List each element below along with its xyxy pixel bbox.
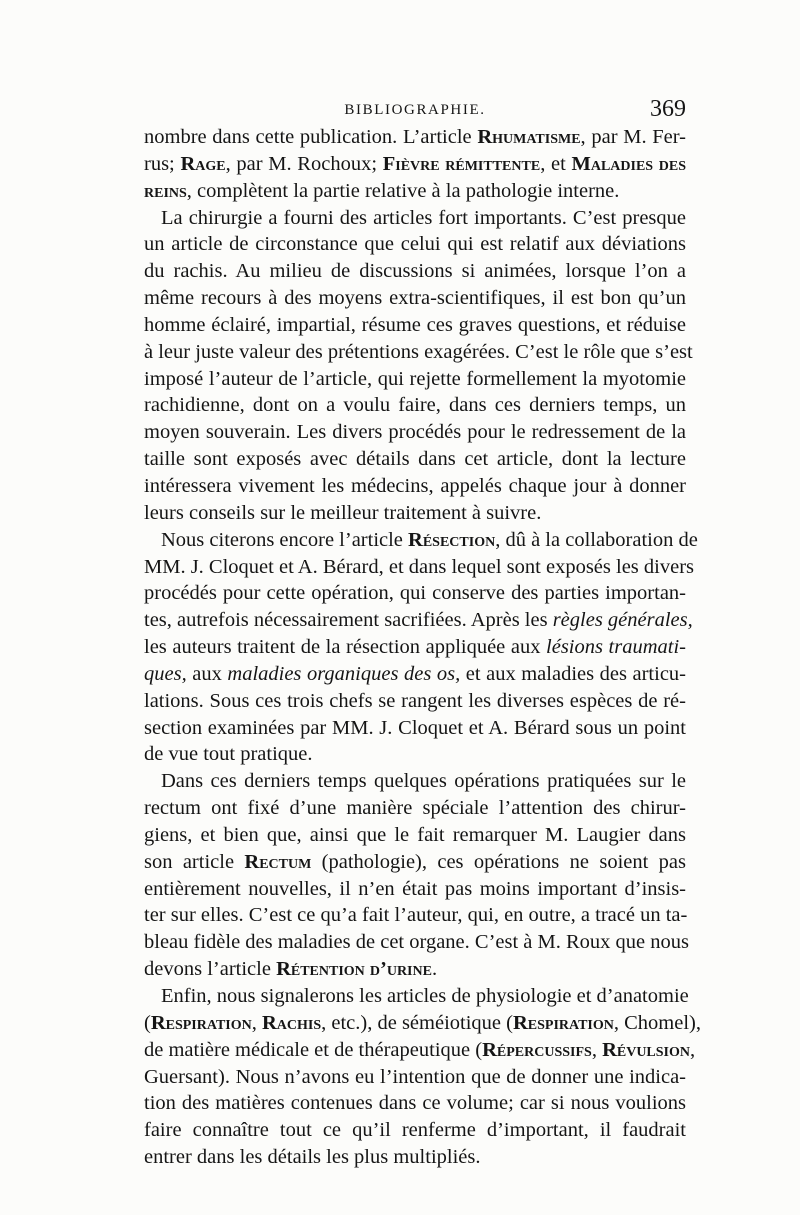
text-line [144,151,686,178]
page-header [144,98,686,124]
text-line [144,741,686,768]
text-run: procédés pour cette opération, qui conserve des parties importan- [144,582,686,605]
text-line [144,956,686,983]
text-run: de matière médicale et de thérapeutique ( [144,1038,483,1061]
text-line [144,1117,686,1144]
text-run: , [251,1011,262,1034]
text-line [144,178,686,205]
text-line [144,500,686,527]
page-number: 369 [650,96,686,122]
article-title: Rhumatisme [477,126,581,148]
text-line [144,473,686,500]
text-run: ( [144,1011,151,1034]
text-line [144,715,686,742]
text-run: nombre dans cette publication. L’article [144,126,478,148]
text-line [144,580,686,607]
text-run: , [690,1038,696,1061]
text-line [144,446,686,473]
running-title: BIBLIOGRAPHIE. [344,102,486,118]
text-line [144,661,686,688]
text-line [144,1090,686,1117]
text-run: du rachis. Au milieu de discussions si animées, lorsque l’on a [144,260,686,283]
text-run: La chirurgie a fourni des articles fort importants. C’est presque [161,206,686,229]
text-run: imposé l’auteur de l’article, qui rejette formellement la myotomie [144,367,686,390]
text-run: moyen souverain. Les divers procédés pour le redressement de la [144,421,686,444]
text-run: leurs conseils sur le meilleur traitement à suivre. [144,501,542,524]
text-line [144,983,689,1010]
text-line [144,419,686,446]
text-run: (pathologie), ces opérations ne soient pas [311,850,686,873]
text-run: entièrement nouvelles, il n’en était pas moins important d’insis- [144,877,686,900]
text-run: les auteurs traitent de la résection appliquée aux [144,636,547,659]
body-text [144,124,701,1171]
text-line [144,231,686,258]
text-run: , complètent la partie relative à la pathologie interne. [186,179,620,202]
article-title: Maladies des [571,152,686,175]
article-title: Rachis [261,1011,322,1034]
text-line [144,1010,701,1037]
text-line [144,205,686,232]
text-run: . [431,958,438,981]
text-run: bleau fidèle des maladies de cet organe. C’est à M. Roux que nous [144,931,689,954]
text-line [144,554,694,581]
text-line [144,768,686,795]
article-title: reins [144,179,187,202]
text-line [144,527,698,554]
text-line [144,929,689,956]
text-run: intéressera vivement les médecins, appelés chaque jour à donner [144,474,686,497]
text-run: , etc.), de séméiotique ( [321,1011,513,1034]
text-run: taille sont exposés avec détails dans cet article, dont la lecture [144,448,686,471]
text-run: tes, autrefois nécessairement sacrifiées. Après les [144,609,553,632]
text-run: et aux maladies des articu- [460,662,686,685]
text-run: même recours à des moyens extra-scientifiques, il est bon qu’un [144,287,686,310]
text-run: homme éclairé, impartial, résume ces graves questions, et réduise [144,313,686,336]
text-line [144,849,686,876]
text-run: Dans ces derniers temps quelques opérations pratiquées sur le [161,770,686,793]
article-title: Respiration [150,1011,252,1034]
text-line [144,795,686,822]
text-run: rus; [144,152,181,175]
article-title: Rétention d’urine [276,958,432,981]
text-run: MM. J. Cloquet et A. Bérard, et dans lequel sont exposés les divers [144,555,694,578]
text-run: devons l’article [144,958,277,981]
article-title: Répercussifs [482,1038,592,1061]
text-run: à leur juste valeur des prétentions exagérées. C’est le rôle que s’est [144,340,693,363]
text-line [144,1144,686,1171]
text-run: rectum ont fixé d’une manière spéciale l’attention des chirur- [144,797,686,820]
text-run: giens, et bien que, ainsi que le fait remarquer M. Laugier dans [144,823,686,846]
text-run: faire connaître tout ce qu’il renferme d’important, il faudrait [144,1119,686,1142]
text-line [144,124,686,151]
text-line [144,1037,696,1064]
text-run: son article [144,850,245,873]
text-run: section examinées par MM. J. Cloquet et A. Bérard sous un point [144,716,686,739]
text-run: , Chomel), [613,1011,701,1034]
article-title: Fièvre rémittente [382,152,541,175]
text-run: tion des matières contenues dans ce volume; car si nous voulions [144,1092,686,1115]
text-run: Nous citerons encore l’article [161,528,409,551]
text-run: lations. Sous ces trois chefs se rangent les diverses espèces de ré- [144,689,686,712]
text-run: un article de circonstance que celui qui est relatif aux déviations [144,233,686,256]
article-title: Résection [408,528,496,551]
text-run: ter sur elles. C’est ce qu’a fait l’auteur, qui, en outre, a tracé un ta- [144,904,688,927]
text-run: , par M. Fer- [580,126,686,148]
italic-phrase: ques, [144,662,187,685]
italic-phrase: maladies organiques des os, [227,662,461,685]
text-run: , [591,1038,603,1061]
article-title: Révulsion [602,1038,690,1061]
text-run: Enfin, nous signalerons les articles de physiologie et d’anatomie [161,985,689,1007]
article-title: Respiration [512,1011,614,1034]
text-line [144,258,686,285]
text-line [144,339,693,366]
text-run: , par M. Rochoux; [225,152,383,175]
text-line [144,688,686,715]
italic-phrase: lésions traumati- [546,636,686,659]
text-run: entrer dans les détails les plus multipliés. [144,1146,481,1169]
text-run: Guersant). Nous n’avons eu l’intention que de donner une indica- [144,1065,686,1088]
article-title: Rectum [244,850,312,873]
text-line [144,902,686,929]
text-line [144,876,686,903]
text-run: rachidienne, dont on a voulu faire, dans ces derniers temps, un [144,394,686,417]
text-line [144,634,686,661]
text-run: , dû à la collaboration de [495,528,698,551]
text-line [144,1064,686,1091]
text-line [144,392,686,419]
text-run: de vue tout pratique. [144,743,313,766]
text-line [144,822,686,849]
text-run: , et [540,152,572,175]
text-line [144,285,686,312]
text-run: aux [186,662,228,685]
italic-phrase: règles générales, [552,609,693,632]
text-line [144,607,693,634]
text-line [144,366,686,393]
text-line [144,312,686,339]
article-title: Rage [180,152,226,175]
